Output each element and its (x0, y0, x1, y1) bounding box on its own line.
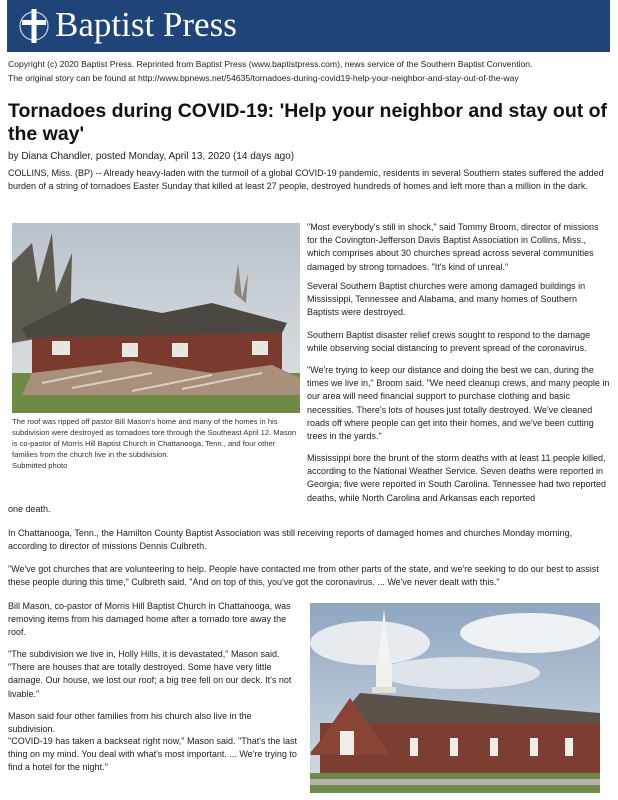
photo-damaged-house (12, 223, 300, 413)
paragraph-deaths: Mississippi bore the brunt of the storm deaths with at least 11 people killed, according to the National Weather Service. Seven deaths were reported in Georgia; five were reported in South Carolina. Tennessee had two reported deaths, while North Carolina and Arkansas each reported (307, 453, 607, 503)
paragraph-chattanooga: In Chattanooga, Tenn., the Hamilton County Baptist Association was still receiving reports of damaged homes and churches Monday morning, according to director of missions Dennis Culbreth. (8, 528, 573, 552)
caption-text: The roof was ripped off pastor Bill Mason's home and many of the homes in his subdivision were destroyed as tornadoes tore through the Southeast April 12. Mason is co-pastor of Morris Hill Baptist Church in Chattanooga, Tenn., and four other families from the church live in the subdivision. (12, 417, 297, 459)
paragraph-churches-damaged: Several Southern Baptist churches were among damaged buildings in Mississippi, Tennessee and Alabama, and many homes of Southern Baptists were destroyed. (307, 281, 586, 318)
brand-title[interactable]: Baptist Press (55, 5, 237, 44)
article-byline: by Diana Chandler, posted Monday, April 13, 2020 (14 days ago) (8, 151, 295, 162)
paragraph-hotel: "COVID-19 has taken a backseat right now," Mason said. "That's the last thing on my mind. You deal with what's most important. ... We're trying to find a hotel for the night." (8, 736, 297, 773)
article-headline: Tornadoes during COVID-19: 'Help your neighbor and stay out of the way' (8, 100, 608, 145)
paragraph-intro: COLLINS, Miss. (BP) -- Already heavy-laden with the turmoil of a global COVID-19 pandemic, residents in several Southern states suffered the added burden of a string of tornadoes Easter Sunday that killed at least 27 people, destroyed hundreds of homes and left more than a million in the dark. (8, 168, 604, 192)
source-url-line: The original story can be found at http://www.bpnews.net/54635/tornadoes-during-covid19-help-your-neighbor-and-stay-out-of-the-way (8, 72, 519, 83)
paragraph-holly-hills: "The subdivision we live in, Holly Hills, it is devastated," Mason said. "There are houses that are totally destroyed. Some have very little damage. Our house, we lost our roof; a big tree fell on our deck. It's not livable." (8, 649, 292, 699)
photo-credit: Submitted photo (12, 461, 68, 470)
paragraph-broom-quote: "Most everybody's still in shock," said Tommy Broom, director of missions for the Covington-Jefferson Davis Baptist Association in Collins, Miss., which comprises about 30 churches spread across several communities damaged by strong tornadoes. "It's kind of unreal." (307, 222, 599, 272)
paragraph-disaster-relief: Southern Baptist disaster relief crews sought to respond to the damage while observing social distancing to prevent spread of the coronavirus. (307, 330, 591, 354)
masthead (7, 0, 610, 52)
paragraph-culbreth-quote: "We've got churches that are volunteering to help. People have contacted me from other parts of the state, and we're seeking to do our best to assist these people during this time," Culbreth said. "And on top of this, you've got the coronavirus. ... We've never dealt with this." (8, 564, 599, 588)
paragraph-families: Mason said four other families from his church also live in the subdivision. (8, 711, 252, 735)
photo-damaged-church (310, 603, 600, 793)
baptist-cross-logo-icon (17, 6, 51, 46)
photo-caption (12, 416, 302, 471)
paragraph-deaths-end: one death. (8, 504, 51, 514)
copyright-notice (8, 58, 608, 85)
paragraph-broom-cleanup: "We're trying to keep our distance and doing the best we can, during the times we live in," Broom said. "We need cleanup crews, and many people in our area will need financial support to purchase clothing and basic necessities. There's lots of houses just totally destroyed. We've cleaned roads off where people can get into their homes, and we've been cutting trees in the yards." (307, 365, 610, 442)
paragraph-bill-mason: Bill Mason, co-pastor of Morris Hill Baptist Church in Chattanooga, was removing items from his damaged home after a tornado tore away the roof. (8, 601, 291, 638)
copyright-line: Copyright (c) 2020 Baptist Press. Reprinted from Baptist Press (www.baptistpress.com), news service of the Southern Baptist Convention. (8, 59, 533, 69)
